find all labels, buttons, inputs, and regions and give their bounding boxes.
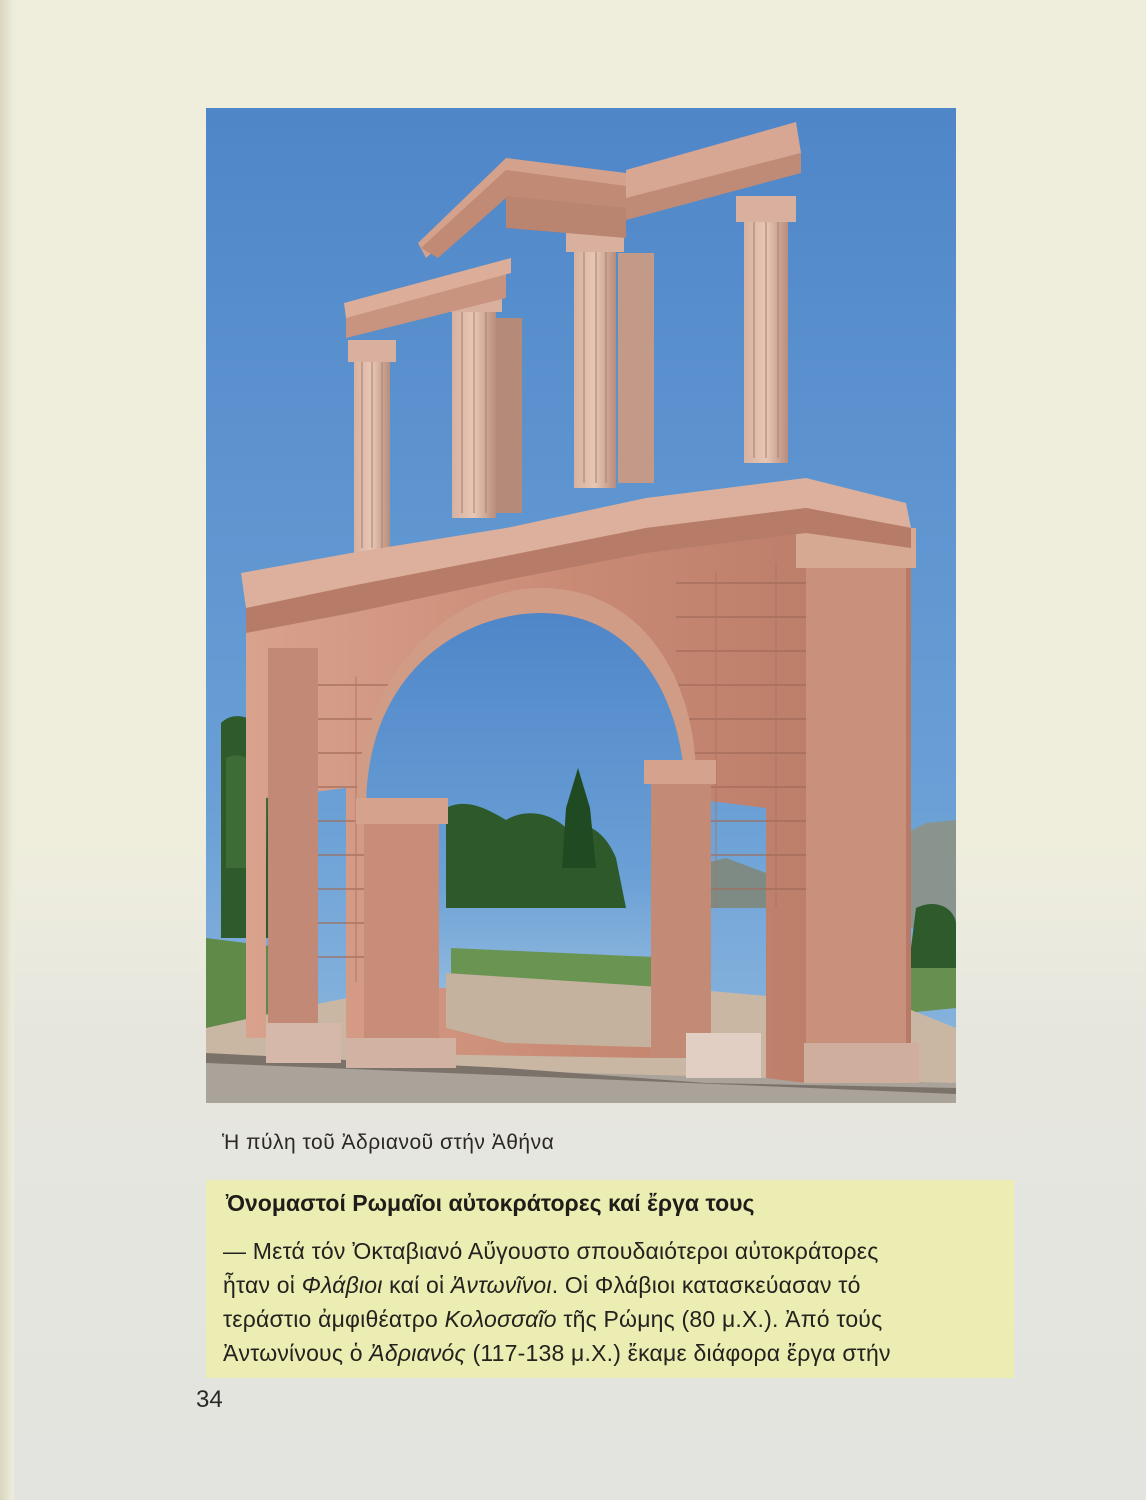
photo-caption: Ἡ πύλη τοῦ Ἀδριανοῦ στήν Ἀθήνα <box>222 1131 555 1154</box>
text-run: τεράστιο ἀμφιθέατρο <box>223 1306 445 1332</box>
italic-term: Κολοσσαῖο <box>444 1306 557 1332</box>
text-run: Ἀντωνίνους ὁ <box>223 1340 370 1366</box>
body-line <box>223 1340 891 1367</box>
body-line <box>223 1238 879 1265</box>
right-pilaster <box>806 558 906 1058</box>
book-spine-shadow <box>0 0 14 1500</box>
body-line <box>223 1306 882 1333</box>
body-line <box>223 1272 861 1299</box>
italic-term: Φλάβιοι <box>301 1272 383 1298</box>
section-title: Ὀνομαστοί Ρωμαῖοι αὐτοκράτορες καί ἔργα τους <box>226 1190 755 1216</box>
text-run: (117-138 μ.Χ.) ἔκαμε διάφορα ἔργα στήν <box>465 1340 891 1366</box>
arch-right-pier <box>651 773 711 1058</box>
pier-base <box>346 1038 456 1068</box>
text-run: τῆς Ρώμης (80 μ.Χ.). Ἀπό τούς <box>556 1306 883 1332</box>
hadrian-gate-photo <box>206 108 956 1103</box>
text-run: — Μετά τόν Ὀκταβιανό Αὔγουστο σπουδαιότεροι αὐτοκράτορες <box>223 1238 879 1264</box>
section-text-box <box>206 1180 1014 1378</box>
text-run: ἦταν οἱ <box>223 1272 302 1298</box>
arch-left-pier <box>364 808 439 1058</box>
italic-term: Ἀδριανός <box>369 1340 466 1366</box>
text-run: καί οἱ <box>382 1272 451 1298</box>
italic-term: Ἀντωνῖνοι <box>450 1272 552 1298</box>
text-run: . Οἱ Φλάβιοι κατασκεύασαν τό <box>551 1272 861 1298</box>
left-pilaster <box>268 648 318 1038</box>
page-number: 34 <box>196 1386 223 1413</box>
